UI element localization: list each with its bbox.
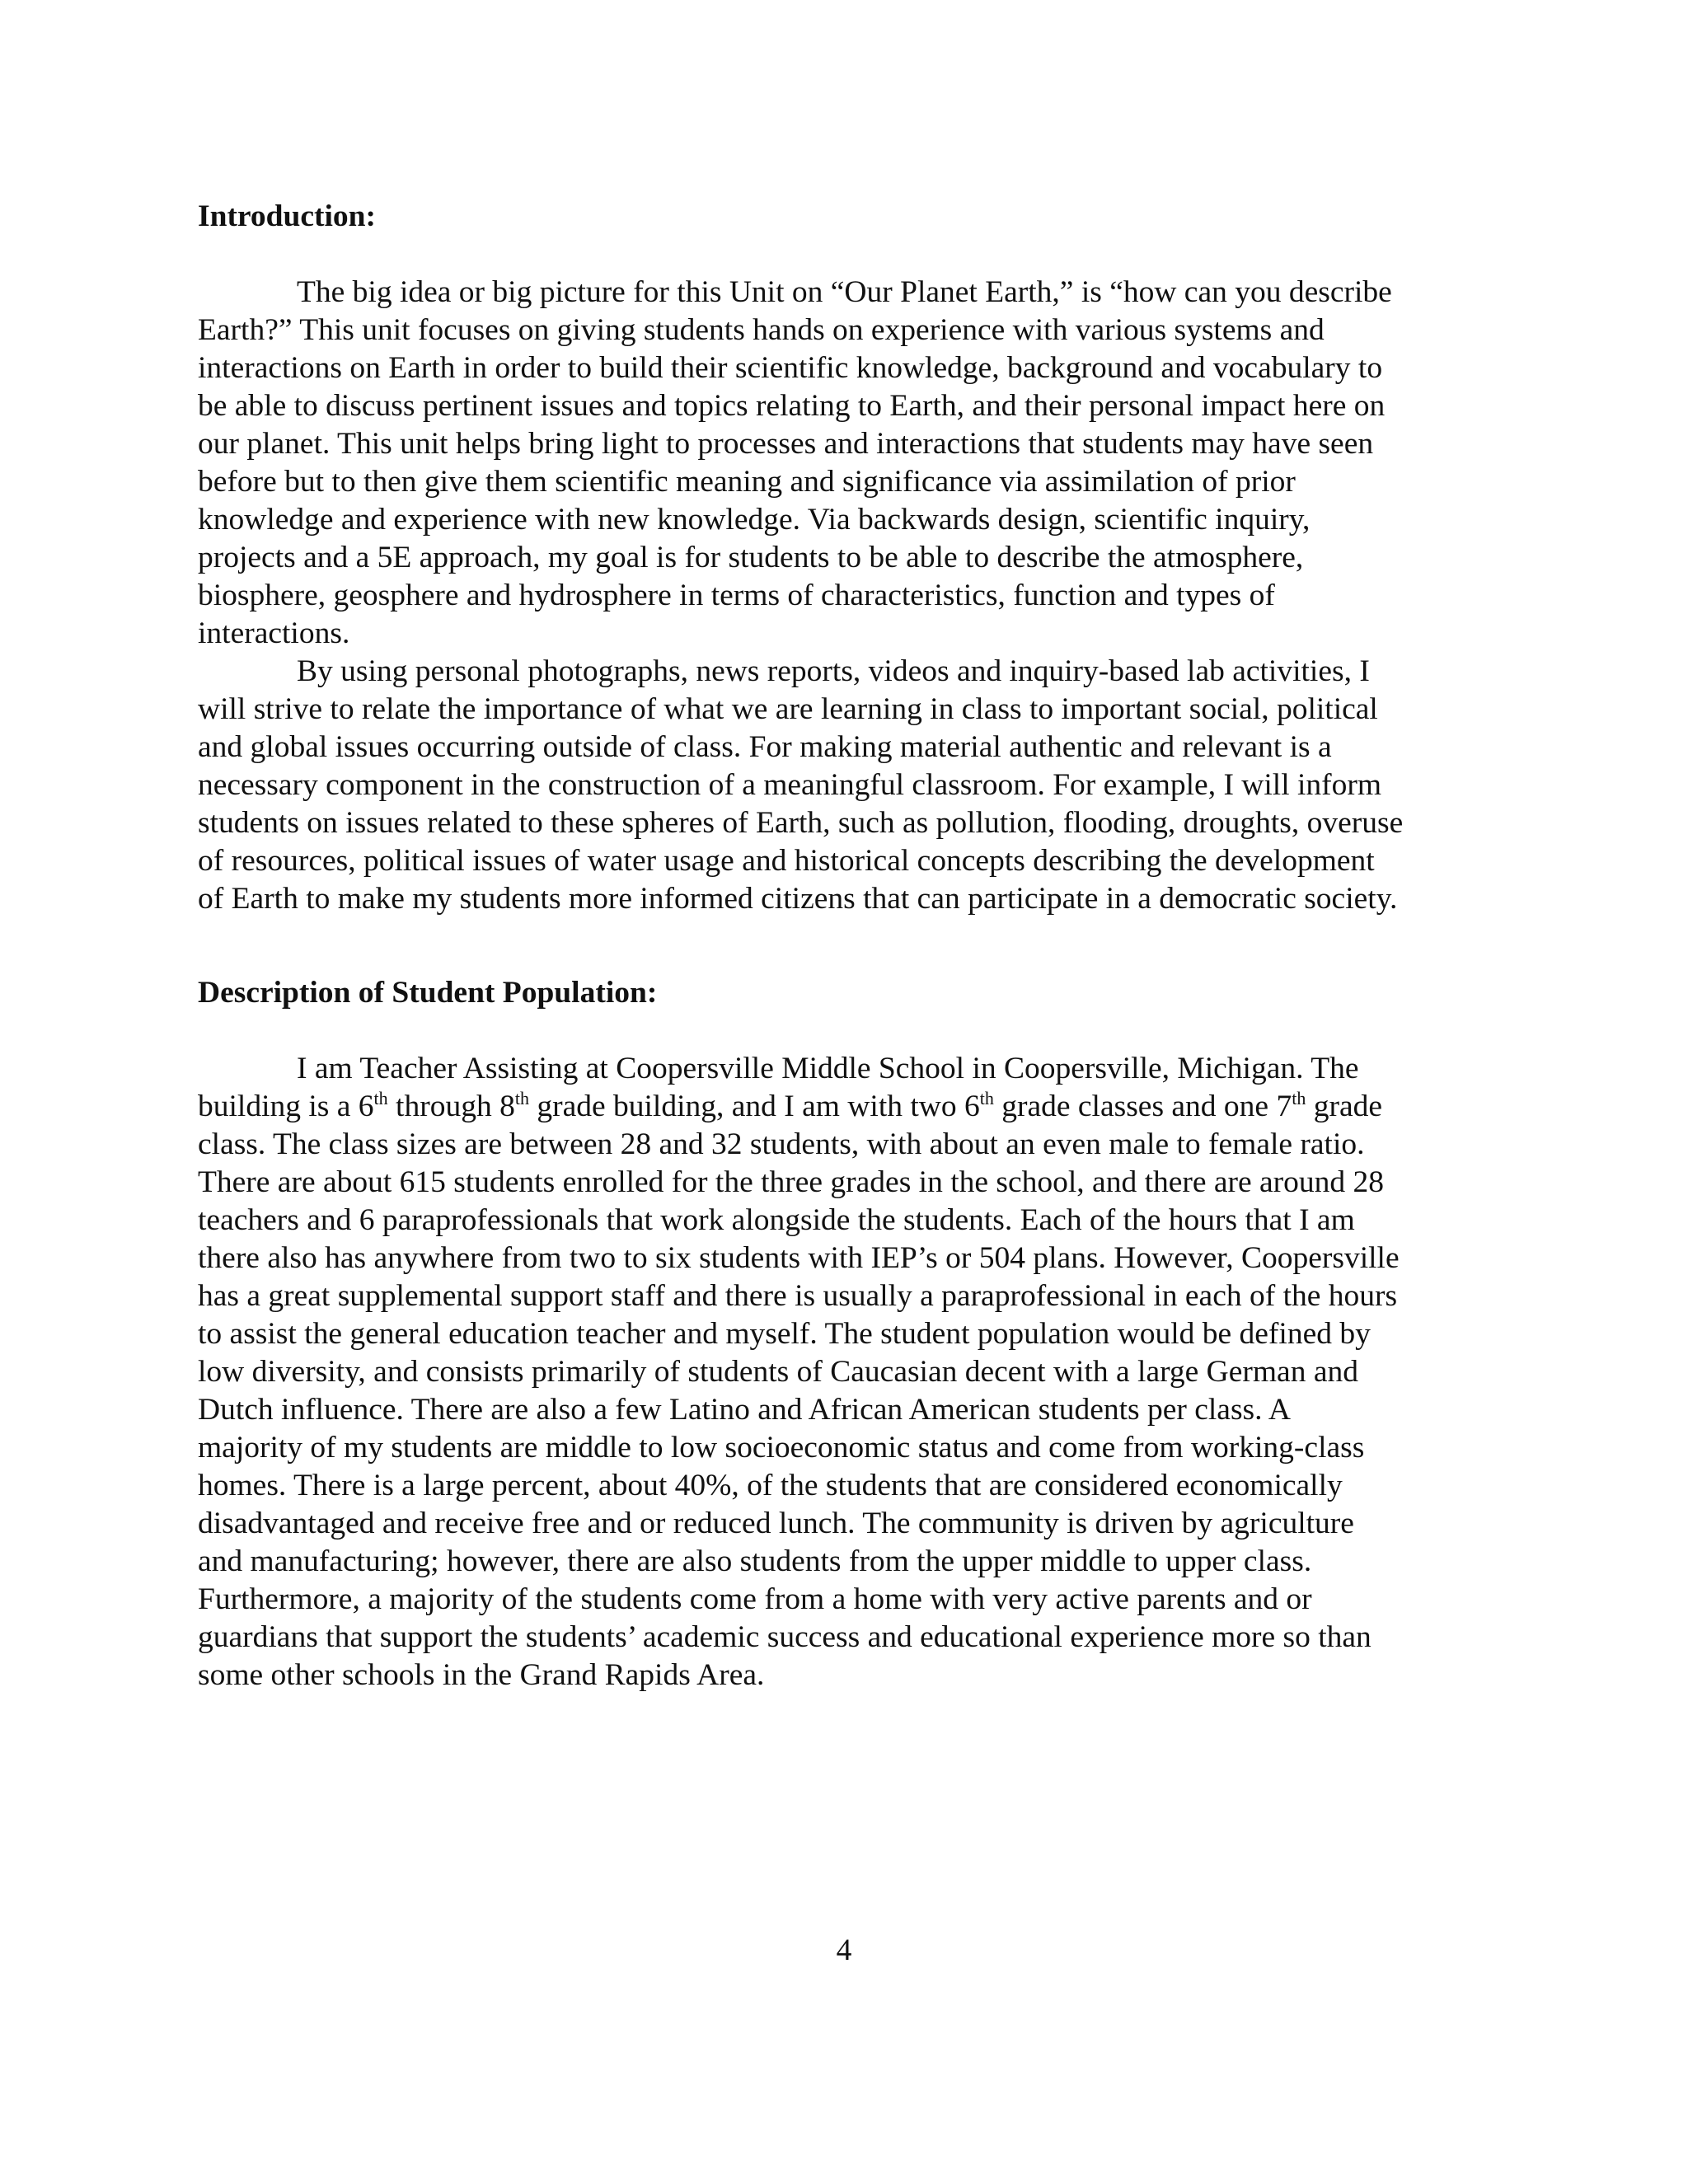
paragraph-line-with-superscripts <box>198 1088 1500 1126</box>
paragraph-line: By using personal photographs, news reports, videos and inquiry-based lab activities, I <box>297 654 1370 688</box>
ordinal-superscript: th <box>979 1088 994 1108</box>
paragraph-line: interactions. <box>198 616 350 650</box>
introduction-heading: Introduction: <box>198 199 377 233</box>
paragraph-line: of Earth to make my students more informed citizens that can participate in a democratic society. <box>198 882 1398 916</box>
page-number: 4 <box>836 1933 852 1967</box>
text-segment: grade building, and I am with two 6 <box>528 1090 980 1123</box>
paragraph-line: Earth?” This unit focuses on giving students hands on experience with various systems and <box>198 313 1325 347</box>
ordinal-superscript: th <box>1292 1088 1306 1108</box>
paragraph-line: low diversity, and consists primarily of students of Caucasian decent with a large German and <box>198 1355 1358 1389</box>
paragraph-line: before but to then give them scientific meaning and significance via assimilation of prior <box>198 465 1296 499</box>
paragraph-line: guardians that support the students’ academic success and educational experience more so than <box>198 1620 1372 1654</box>
student-population-heading: Description of Student Population: <box>198 976 658 1010</box>
paragraph-line: to assist the general education teacher and myself. The student population would be defined by <box>198 1317 1371 1351</box>
paragraph-line: biosphere, geosphere and hydrosphere in terms of characteristics, function and types of <box>198 579 1275 612</box>
paragraph-line: our planet. This unit helps bring light to processes and interactions that students may have seen <box>198 427 1374 461</box>
ordinal-superscript: th <box>514 1088 529 1108</box>
paragraph-line: has a great supplemental support staff and there is usually a paraprofessional in each of the hours <box>198 1279 1398 1313</box>
paragraph-line: Furthermore, a majority of the students come from a home with very active parents and or <box>198 1582 1312 1616</box>
paragraph-line: disadvantaged and receive free and or reduced lunch. The community is driven by agriculture <box>198 1507 1354 1540</box>
introduction-body <box>198 274 1500 918</box>
paragraph-line: and global issues occurring outside of class. For making material authentic and relevant is a <box>198 730 1332 764</box>
paragraph-line: of resources, political issues of water usage and historical concepts describing the development <box>198 844 1375 878</box>
paragraph-line: and manufacturing; however, there are also students from the upper middle to upper class. <box>198 1544 1312 1578</box>
text-segment: grade classes and one 7 <box>993 1090 1292 1123</box>
paragraph-line: There are about 615 students enrolled for the three grades in the school, and there are around 28 <box>198 1165 1385 1199</box>
paragraph-line: necessary component in the construction of a meaningful classroom. For example, I will inform <box>198 768 1382 802</box>
paragraph-line: some other schools in the Grand Rapids Area. <box>198 1658 765 1692</box>
paragraph-line: homes. There is a large percent, about 40%, of the students that are considered economically <box>198 1469 1343 1502</box>
ordinal-superscript: th <box>373 1088 388 1108</box>
student-population-body <box>198 1050 1500 1694</box>
text-segment: building is a 6 <box>198 1090 374 1123</box>
paragraph-line: there also has anywhere from two to six students with IEP’s or 504 plans. However, Coopersville <box>198 1241 1400 1275</box>
text-segment: grade <box>1306 1090 1382 1123</box>
paragraph-line: will strive to relate the importance of what we are learning in class to important social, political <box>198 692 1378 726</box>
paragraph-line: The big idea or big picture for this Unit on “Our Planet Earth,” is “how can you describe <box>297 275 1392 309</box>
paragraph-line: Dutch influence. There are also a few Latino and African American students per class. A <box>198 1393 1291 1427</box>
paragraph-line: knowledge and experience with new knowledge. Via backwards design, scientific inquiry, <box>198 503 1311 537</box>
paragraph-line: be able to discuss pertinent issues and topics relating to Earth, and their personal impact here on <box>198 389 1386 423</box>
paragraph-line: teachers and 6 paraprofessionals that work alongside the students. Each of the hours that I am <box>198 1203 1355 1237</box>
text-segment: through 8 <box>387 1090 515 1123</box>
paragraph-line: I am Teacher Assisting at Coopersville Middle School in Coopersville, Michigan. The <box>297 1052 1359 1085</box>
paragraph-line: interactions on Earth in order to build their scientific knowledge, background and vocabulary to <box>198 351 1383 385</box>
paragraph-line: class. The class sizes are between 28 and 32 students, with about an even male to female ratio. <box>198 1127 1365 1161</box>
paragraph-line: majority of my students are middle to low socioeconomic status and come from working-class <box>198 1431 1365 1465</box>
paragraph-line: projects and a 5E approach, my goal is for students to be able to describe the atmosphere, <box>198 541 1304 574</box>
paragraph-line: students on issues related to these spheres of Earth, such as pollution, flooding, droughts, overuse <box>198 806 1404 840</box>
